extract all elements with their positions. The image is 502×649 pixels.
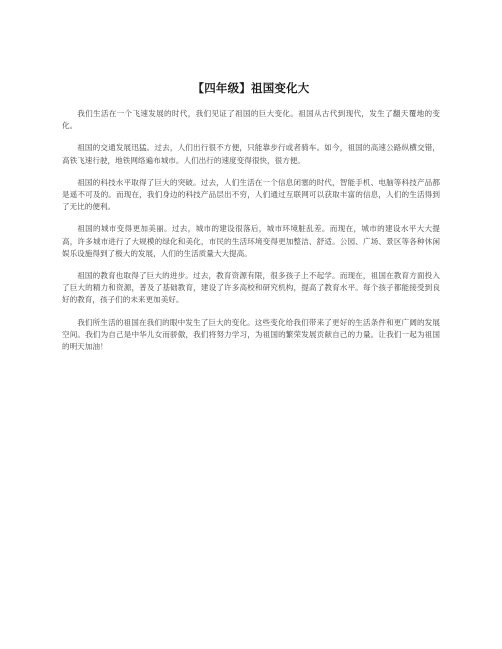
paragraph-transport: 祖国的交通发展迅猛。过去，人们出行很不方便，只能靠步行或者骑车。如今，祖国的高速公路纵横交错，高铁飞速行驶，地铁网络遍布城市。人们出行的速度变得很快，很方便。 [62, 143, 440, 165]
paragraph-technology: 祖国的科技水平取得了巨大的突破。过去，人们生活在一个信息闭塞的时代，智能手机、电脑等科技产品都是遥不可及的。而现在，我们身边的科技产品层出不穷，人们通过互联网可以获取丰富的信息，人们的生活得到了无比的便利。 [62, 177, 440, 212]
paragraph-intro: 我们生活在一个飞速发展的时代，我们见证了祖国的巨大变化。祖国从古代到现代，发生了翻天覆地的变化。 [62, 109, 440, 131]
document-title: 【四年级】祖国变化大 [192, 81, 310, 95]
paragraph-conclusion: 我们所生活的祖国在我们的眼中发生了巨大的变化。这些变化给我们带来了更好的生活条件和更广阔的发展空间。我们为自己是中华儿女而骄傲，我们将努力学习，为祖国的繁荣发展贡献自己的力量。让我们一起为祖国的明天加油！ [62, 317, 440, 352]
paragraph-city: 祖国的城市变得更加美丽。过去，城市的建设很落后，城市环境脏乱差。而现在，城市的建设水平大大提高，许多城市进行了大规模的绿化和美化，市民的生活环境变得更加整洁、舒适。公园、广场、景区等各种休闲娱乐设施得到了极大的发展，人们的生活质量大大提高。 [62, 224, 440, 258]
document-body [62, 108, 440, 363]
paragraph-education: 祖国的教育也取得了巨大的进步。过去，教育资源有限，很多孩子上不起学。而现在，祖国在教育方面投入了巨大的精力和资源，普及了基础教育，建设了许多高校和研究机构，提高了教育水平。每个孩子都能接受到良好的教育，孩子们的未来更加美好。 [62, 271, 440, 305]
